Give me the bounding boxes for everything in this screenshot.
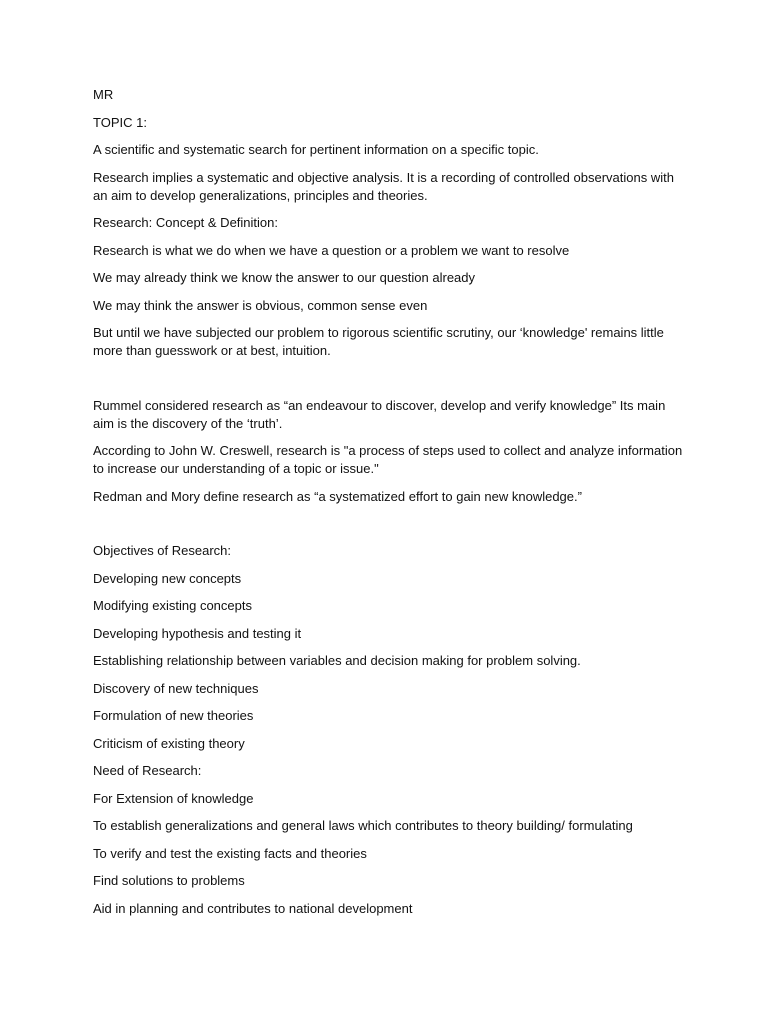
paragraph: A scientific and systematic search for pertinent information on a specific topic. (93, 142, 539, 157)
paragraph: Criticism of existing theory (93, 735, 245, 751)
paragraph: Discovery of new techniques (93, 680, 259, 696)
blank-line (93, 370, 683, 397)
paragraph: Establishing relationship between variables and decision making for problem solving. (93, 653, 581, 668)
document-page (93, 86, 683, 927)
paragraph: Research: Concept & Definition: (93, 215, 278, 230)
paragraph: According to John W. Creswell, research is "a process of steps used to collect and analyze information to increase our understanding of a topic or issue." (93, 443, 683, 476)
objectives-section (93, 542, 683, 918)
paragraph: Find solutions to problems (93, 873, 245, 888)
intro-section (93, 86, 683, 360)
paragraph: Research is what we do when we have a question or a problem we want to resolve (93, 242, 570, 258)
paragraph: TOPIC 1: (93, 114, 147, 130)
paragraph: Need of Research: (93, 763, 202, 778)
paragraph: Objectives of Research: (93, 543, 232, 558)
paragraph: We may already think we know the answer to our question already (93, 270, 476, 285)
paragraph: Formulation of new theories (93, 708, 254, 723)
paragraph: Developing new concepts (93, 570, 242, 586)
paragraph: Modifying existing concepts (93, 598, 252, 613)
paragraph: Rummel considered research as “an endeavour to discover, develop and verify knowledge” Its main aim is the discovery of the ‘truth’. (93, 397, 666, 431)
paragraph: Developing hypothesis and testing it (93, 625, 302, 641)
paragraph: For Extension of knowledge (93, 790, 254, 806)
paragraph: We may think the answer is obvious, common sense even (93, 297, 428, 313)
blank-line (93, 515, 683, 542)
paragraph: Aid in planning and contributes to national development (93, 900, 413, 916)
paragraph: Redman and Mory define research as “a systematized effort to gain new knowledge.” (93, 488, 582, 504)
paragraph: Research implies a systematic and objective analysis. It is a recording of controlled observations with an aim to develop generalizations, principles and theories. (93, 169, 674, 203)
paragraph: But until we have subjected our problem to rigorous scientific scrutiny, our ‘knowledge' remains little more than guesswork or at best, intuition. (93, 325, 664, 358)
definitions-section (93, 397, 683, 506)
paragraph: To verify and test the existing facts and theories (93, 845, 367, 861)
paragraph: To establish generalizations and general laws which contributes to theory building/ formulating (93, 818, 633, 833)
paragraph: MR (93, 87, 114, 102)
